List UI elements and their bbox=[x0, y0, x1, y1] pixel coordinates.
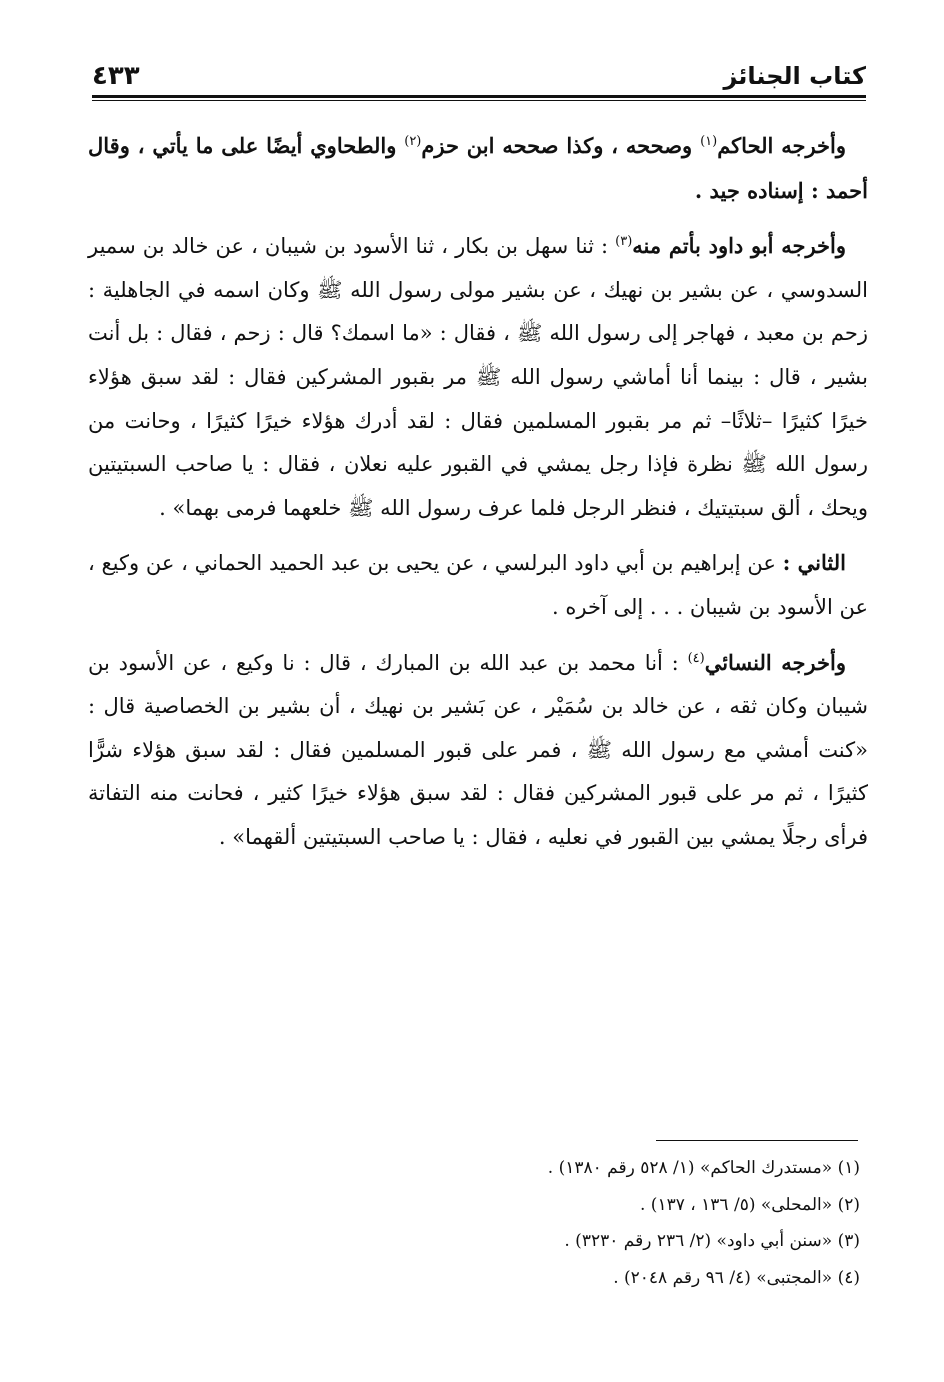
chapter-title: كتاب الجنائز bbox=[723, 62, 866, 90]
header-rule-thick bbox=[92, 95, 866, 98]
footnote-ref: (١) bbox=[700, 134, 718, 149]
bold-text-run: وصححه ، وكذا صححه ابن حزم bbox=[421, 133, 701, 158]
footnote-separator bbox=[656, 1140, 858, 1141]
footnote-ref: (٣) bbox=[615, 234, 633, 250]
paragraph bbox=[88, 124, 868, 213]
paragraph bbox=[88, 224, 868, 530]
bold-text-run: والطحاوي أيضًا على ما يأتي ، وقال أحمد : إسناده جيد . bbox=[88, 133, 868, 203]
paragraph bbox=[88, 541, 868, 629]
footnote-ref: (٢) bbox=[404, 134, 422, 149]
footnotes bbox=[340, 1150, 860, 1296]
footnote-2: (٢) «المحلى» (٥/ ١٣٦ ، ١٣٧) . bbox=[639, 1194, 860, 1215]
text-run: عن إبراهيم بن أبي داود البرلسي ، عن يحيى بن عبد الحميد الحماني ، عن وكيع ، عن الأسود بن شيبان . . . إلى آخره . bbox=[88, 551, 868, 619]
paragraph bbox=[88, 641, 868, 860]
footnote-3: (٣) «سنن أبي داود» (٢/ ٢٣٦ رقم ٣٢٣٠) . bbox=[564, 1231, 860, 1251]
text-run: : ثنا سهل بن بكار ، ثنا الأسود بن شيبان ، عن خالد بن سمير السدوسي ، عن بشير بن نهيك ، عن بشير مولى رسول الله ﷺ وكان اسمه في الجاهلية : زحم بن معبد ، فهاجر إلى رسول الله ﷺ ، فقال : «ما اسمك؟ قال : زحم ، فقال : بل أنت بشير ، قال : بينما أنا أماشي رسول الله ﷺ مر بقبور المشركين فقال : لقد سبق هؤلاء خيرًا كثيرًا –ثلاثًا– ثم مر بقبور المسلمين فقال : لقد أدرك هؤلاء خيرًا كثيرًا ، وحانت من رسول الله ﷺ نظرة فإذا رجل يمشي في القبور عليه نعلان ، فقال : يا صاحب السبتيتين ويحك ، ألق سبتيتيك ، فنظر الرجل فلما عرف رسول الله ﷺ خلعهما فرمى بهما» . bbox=[88, 234, 868, 520]
text-run: : أنا محمد بن عبد الله بن المبارك ، قال : نا وكيع ، عن الأسود بن شيبان وكان ثقه ، عن خالد بن سُمَيْر ، عن بَشير بن نهيك ، أن بشير بن الخصاصية قال : «كنت أمشي مع رسول الله ﷺ ، فمر على قبور المسلمين فقال : لقد سبق هؤلاء شرًّا كثيرًا ، ثم مر على قبور المشركين فقال : لقد سبق هؤلاء خيرًا كثير ، فحانت منه التفاتة فرأى رجلًا يمشي بين القبور في نعليه ، فقال : يا صاحب السبتيتين ألقهما» . bbox=[88, 650, 868, 849]
main-text bbox=[88, 124, 868, 871]
page-number: ٤٣٣ bbox=[92, 61, 140, 91]
header-rule-thin bbox=[92, 100, 866, 101]
footnote-4: (٤) «المجتبى» (٤/ ٩٦ رقم ٢٠٤٨) . bbox=[613, 1267, 860, 1288]
bold-text-run: الثاني : bbox=[782, 550, 846, 576]
footnote-1: (١) «مستدرك الحاكم» (١/ ٥٢٨ رقم ١٣٨٠) . bbox=[547, 1158, 860, 1178]
footnote-ref: (٤) bbox=[687, 650, 705, 666]
bold-text-run: وأخرجه الحاكم bbox=[717, 133, 847, 158]
running-header bbox=[92, 58, 866, 94]
bold-text-run: وأخرجه أبو داود بأتم منه bbox=[632, 233, 846, 259]
bold-text-run: وأخرجه النسائي bbox=[704, 649, 846, 675]
